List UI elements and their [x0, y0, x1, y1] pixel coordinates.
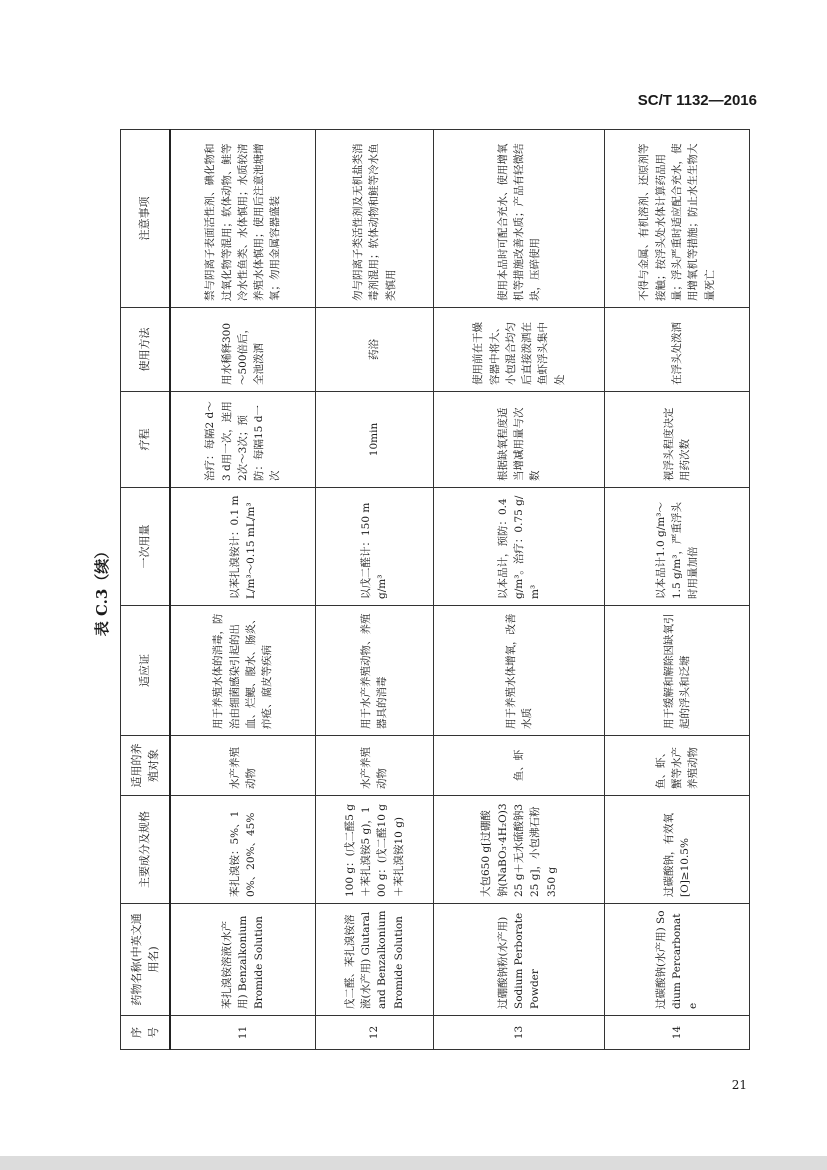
cell-notes: 禁与阴离子表面活性剂、碘化物和过氧化物等混用；软体动物、鲑等冷水性鱼类、水体慎用；水质较清养殖水体慎用；使用后注意池塘增氧；勿用金属容器盛装: [170, 130, 315, 308]
table-row: [315, 130, 433, 1050]
table-header-row: [121, 130, 171, 1050]
col-header-method: 使用方法: [121, 308, 171, 392]
cell-dosage: 以戊二醛计：150 mg/m³: [315, 488, 433, 606]
table-row: [434, 130, 605, 1050]
cell-indication: 用于养殖水体的消毒，防治由细菌感染引起的出血、烂鳃、腹水、肠炎、疖疮、腐皮等疾病: [170, 606, 315, 736]
table-row: [605, 130, 750, 1050]
cell-no: 14: [605, 1016, 750, 1050]
col-header-target: 适用的养殖对象: [121, 736, 171, 796]
cell-notes: 勿与阴离子类活性剂及无机盐类消毒剂混用；软体动物和鲑等冷水鱼类慎用: [315, 130, 433, 308]
col-header-course: 疗程: [121, 392, 171, 488]
cell-ingredients: 大包650 g[过硼酸钠(NaBO₃·4H₂O)325 g＋无水硫酸钠325 g]，小包沸石粉350 g: [434, 796, 605, 904]
cell-method: 在浮头处泼洒: [605, 308, 750, 392]
cell-course: 根据缺氧程度适当增减用量与次数: [434, 392, 605, 488]
drug-table: [120, 129, 750, 1050]
cell-method: 使用前在干燥容器中将大、小包混合均匀后直接泼洒在鱼虾浮头集中处: [434, 308, 605, 392]
scan-bottom-bar: [0, 1156, 827, 1170]
cell-course: 10min: [315, 392, 433, 488]
cell-target: 鱼、虾、蟹等水产养殖动物: [605, 736, 750, 796]
cell-ingredients: 100 g：(戊二醛5 g＋苯扎溴铵5 g)，100 g：(戊二醛10 g＋苯扎溴铵10 g): [315, 796, 433, 904]
table-row: [170, 130, 315, 1050]
cell-name: 戊二醛、苯扎溴铵溶液(水产用) Glutaral and Benzalkonium Bromide Solution: [315, 904, 433, 1016]
cell-method: 药浴: [315, 308, 433, 392]
cell-name: 过硼酸钠粉(水产用) Sodium Perborate Powder: [434, 904, 605, 1016]
cell-indication: 用于水产养殖动物、养殖器具的消毒: [315, 606, 433, 736]
col-header-dosage: 一次用量: [121, 488, 171, 606]
cell-dosage: 以本品计1.0 g/m³～1.5 g/m³，严重浮头时用量加倍: [605, 488, 750, 606]
table-caption: 表 C.3（续）: [93, 543, 111, 637]
cell-ingredients: 苯扎溴铵：5%、10%、20%、45%: [170, 796, 315, 904]
cell-ingredients: 过碳酸钠，有效氧[O]≥10.5%: [605, 796, 750, 904]
col-header-no: 序号: [121, 1016, 171, 1050]
cell-target: 水产养殖动物: [315, 736, 433, 796]
col-header-ingredients: 主要成分及规格: [121, 796, 171, 904]
page-number: 21: [731, 1078, 747, 1092]
rotated-table-section: [90, 130, 750, 1050]
cell-target: 水产养殖动物: [170, 736, 315, 796]
cell-indication: 用于缓解和解除因缺氧引起的浮头和泛塘: [605, 606, 750, 736]
cell-indication: 用于养殖水体增氧，改善水质: [434, 606, 605, 736]
cell-dosage: 以本品计，预防：0.4 g/m³。治疗：0.75 g/m³: [434, 488, 605, 606]
cell-no: 12: [315, 1016, 433, 1050]
cell-method: 用水稀释300～500倍后，全池泼洒: [170, 308, 315, 392]
cell-target: 鱼、虾: [434, 736, 605, 796]
cell-course: 视浮头程度决定用药次数: [605, 392, 750, 488]
col-header-indication: 适应证: [121, 606, 171, 736]
cell-notes: 不得与金属、有机溶剂、还原剂等接触；按浮头处水体计算药品用量；浮头严重时适应配合充水，使用增氧机等措施；防止水生生物大量死亡: [605, 130, 750, 308]
cell-no: 13: [434, 1016, 605, 1050]
standard-code: SC/T 1132—2016: [637, 92, 757, 109]
cell-course: 治疗：每隔2 d～3 d用一次，连用2次～3次；预防：每隔15 d一次: [170, 392, 315, 488]
col-header-name: 药物名称(中英文通用名): [121, 904, 171, 1016]
cell-name: 过碳酸钠(水产用) Sodium Percarbonate: [605, 904, 750, 1016]
cell-notes: 使用本品时可配合充水、使用增氧机等措施改善水质；产品有轻微结块，压碎使用: [434, 130, 605, 308]
cell-no: 11: [170, 1016, 315, 1050]
col-header-notes: 注意事项: [121, 130, 171, 308]
cell-dosage: 以苯扎溴铵计：0.1 mL/m³～0.15 mL/m³: [170, 488, 315, 606]
cell-name: 苯扎溴铵溶液(水产用) Benzalkonium Bromide Solution: [170, 904, 315, 1016]
